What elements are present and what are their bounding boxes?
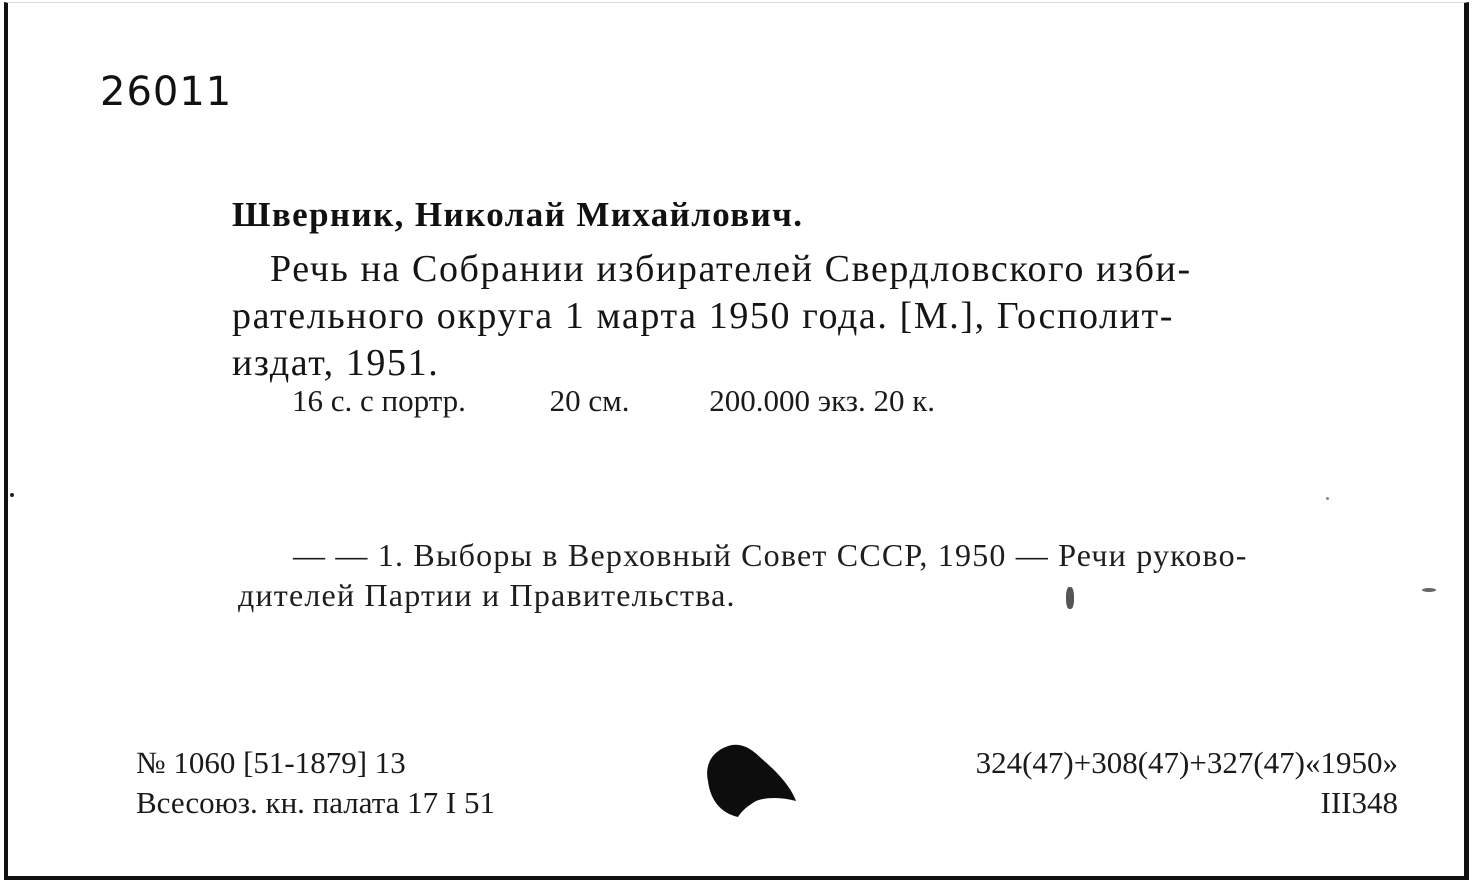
classification-index: 324(47)+308(47)+327(47)«1950» <box>975 745 1398 780</box>
title-block <box>232 246 1382 387</box>
card-number-line: № 1060 [51-1879] 13 <box>136 745 406 780</box>
ink-speck <box>1326 497 1329 500</box>
subject-line: дителей Партии и Правительства. <box>238 577 736 613</box>
collation-line <box>292 383 935 419</box>
handwritten-inventory-number: 26011 <box>100 69 233 115</box>
ink-blot-mark <box>704 741 800 821</box>
title-line: Речь на Собрании избирателей Свердловского изби- <box>270 248 1192 290</box>
ink-speck <box>10 493 14 497</box>
subject-line: — — 1. Выборы в Верховный Совет СССР, 1950 — Речи руково- <box>293 537 1248 573</box>
title-line: издат, 1951. <box>232 342 440 384</box>
classification-block <box>976 743 1398 823</box>
catalog-card <box>4 2 1469 880</box>
collation-size: 20 см. <box>549 383 630 418</box>
ink-speck <box>1066 587 1074 609</box>
subject-heading <box>238 535 1406 615</box>
author-heading: Шверник, Николай Михайлович. <box>232 195 804 234</box>
chamber-date-line: Всесоюз. кн. палата 17 I 51 <box>136 785 495 820</box>
title-line: рательного округа 1 марта 1950 года. [М.], Госполит- <box>232 295 1175 337</box>
collation-pages: 16 с. с портр. <box>292 383 466 418</box>
card-number-block <box>136 743 495 823</box>
registration-number: III348 <box>1320 785 1398 820</box>
ink-speck <box>1422 588 1436 592</box>
collation-print-run: 200.000 экз. 20 к. <box>709 383 936 418</box>
